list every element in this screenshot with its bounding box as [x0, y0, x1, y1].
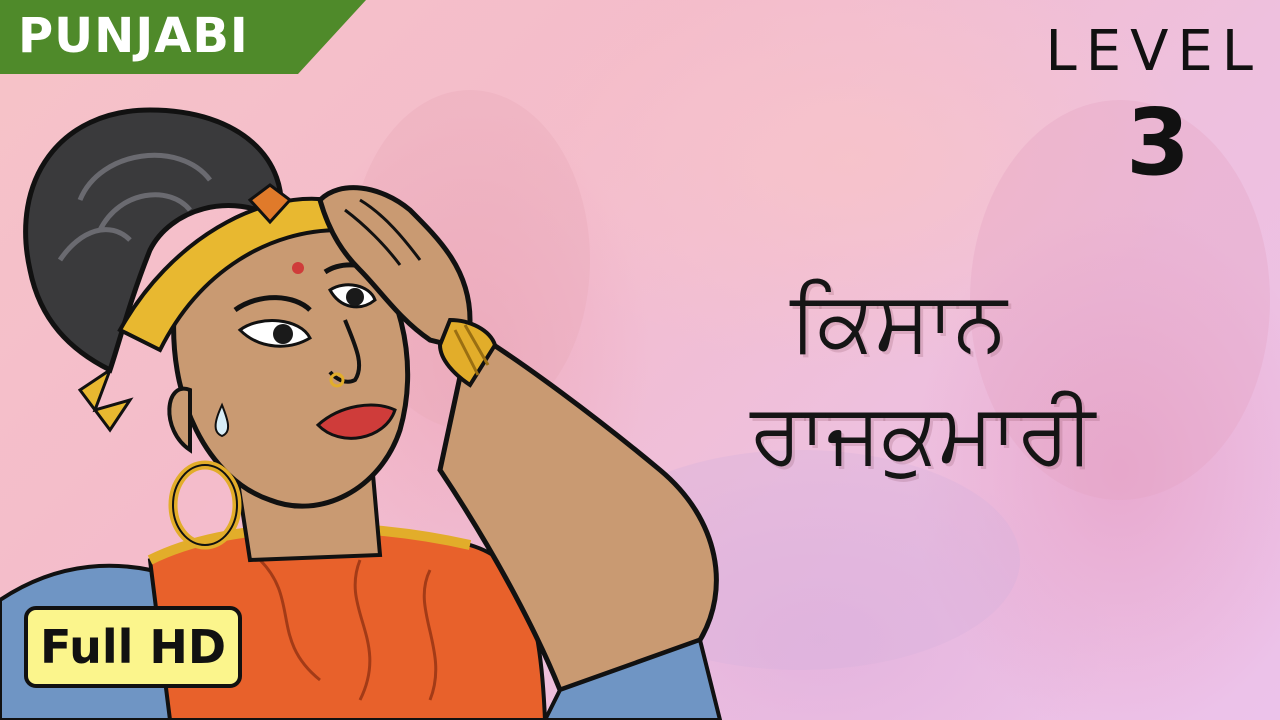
- story-title-line-2: ਰਾਜਕੁਮਾਰੀ: [750, 384, 1095, 482]
- full-hd-badge: Full HD: [24, 606, 242, 688]
- level-label: LEVEL: [1045, 19, 1262, 84]
- story-title-line-1: ਕਿਸਾਨ: [790, 272, 1007, 370]
- story-title: [750, 265, 1260, 489]
- level-number: 3: [1125, 89, 1190, 196]
- language-banner: [0, 0, 370, 74]
- language-label: PUNJABI: [18, 8, 249, 64]
